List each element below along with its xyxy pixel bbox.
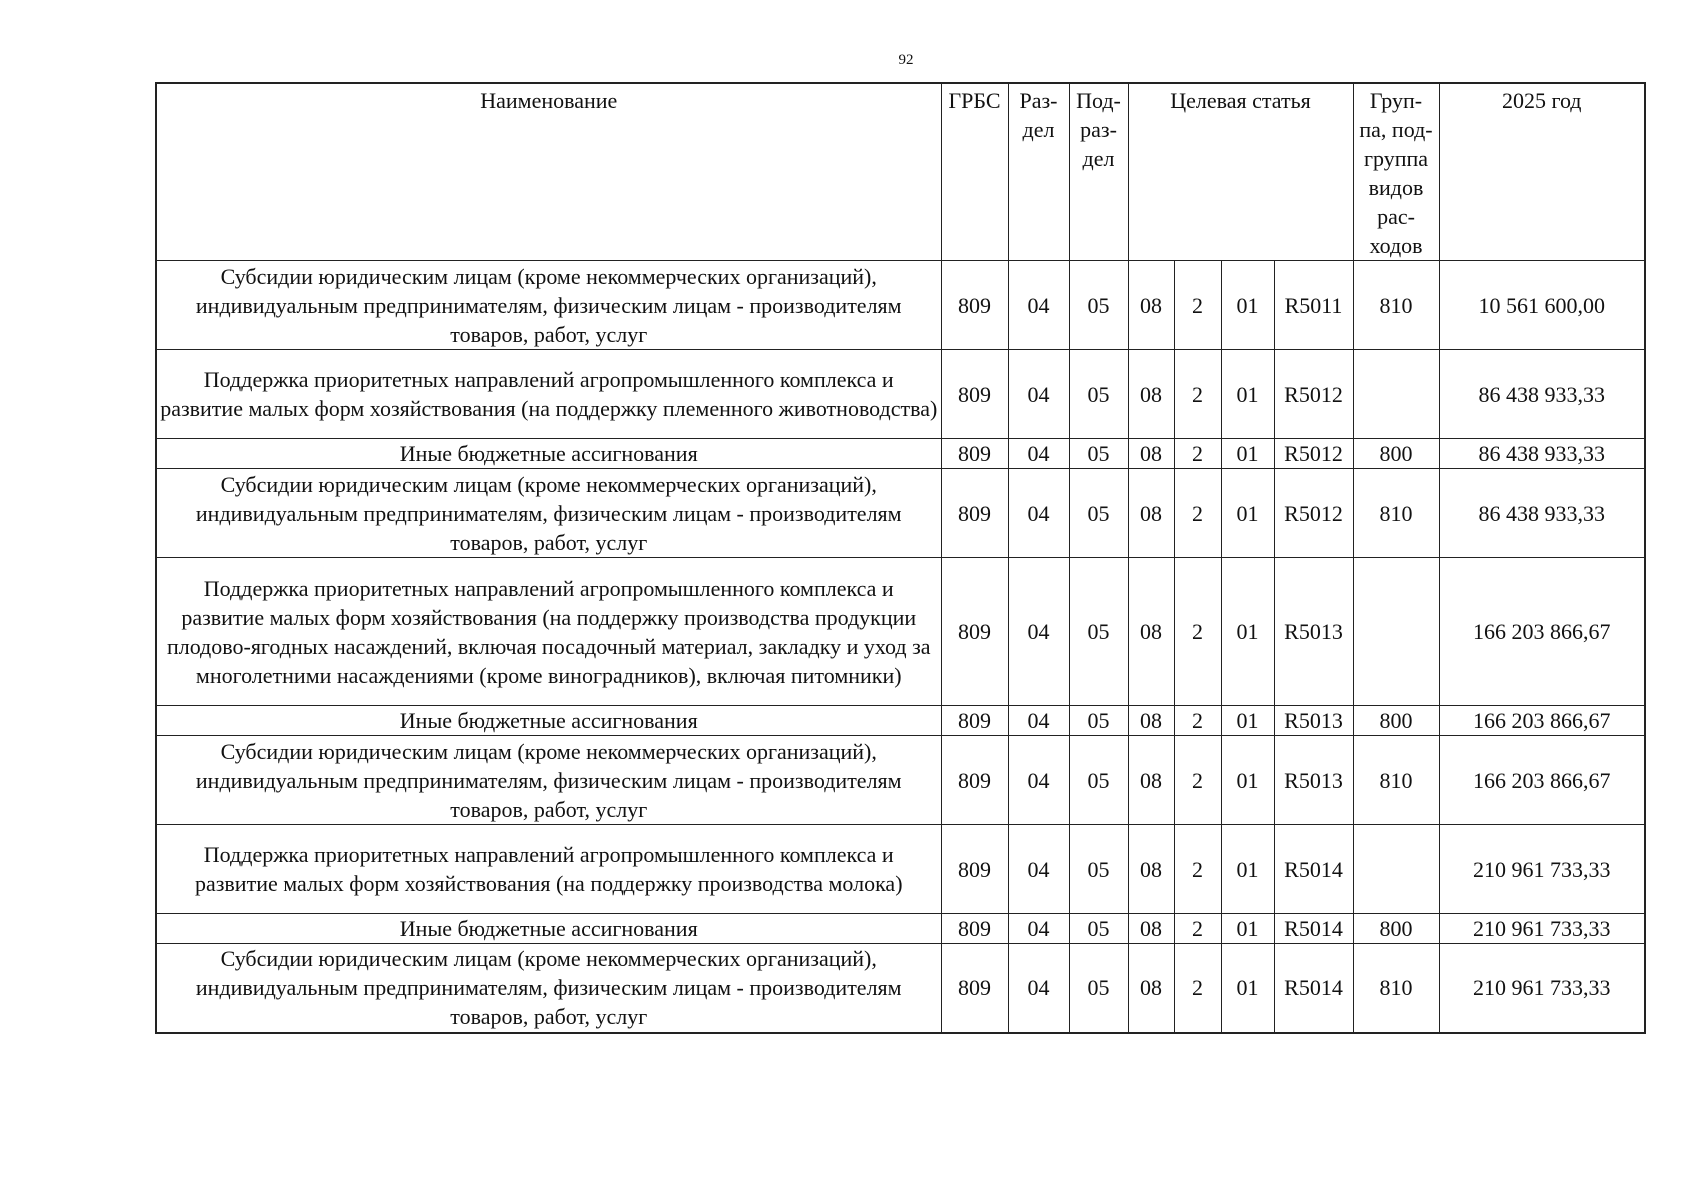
- row-razdel: 04: [1008, 439, 1069, 469]
- row-name: Иные бюджетные ассигнования: [156, 914, 941, 944]
- row-podrazdel: 05: [1069, 706, 1128, 736]
- row-cs-subprogram: 2: [1174, 944, 1221, 1033]
- row-cs-direction: R5012: [1274, 439, 1353, 469]
- row-vid-rashodov: 810: [1353, 944, 1439, 1033]
- row-grbs: 809: [941, 469, 1008, 558]
- budget-table: [155, 82, 1646, 1034]
- row-cs-direction: R5012: [1274, 350, 1353, 439]
- header-gruppa-vidov-rashodov: Груп- па, под- группа видов рас- ходов: [1353, 83, 1439, 261]
- row-vid-rashodov: [1353, 825, 1439, 914]
- row-cs-direction: R5013: [1274, 706, 1353, 736]
- row-grbs: 809: [941, 706, 1008, 736]
- row-cs-direction: R5013: [1274, 558, 1353, 706]
- row-cs-program: 08: [1128, 439, 1174, 469]
- row-cs-event: 01: [1221, 469, 1274, 558]
- row-cs-direction: R5014: [1274, 825, 1353, 914]
- row-vid-rashodov: [1353, 350, 1439, 439]
- row-amount-2025: 166 203 866,67: [1439, 706, 1645, 736]
- row-razdel: 04: [1008, 825, 1069, 914]
- row-name: Субсидии юридическим лицам (кроме некоммерческих организаций), индивидуальным предпринимателям, физическим лицам - производителям товаров, работ, услуг: [156, 944, 941, 1033]
- header-year: 2025 год: [1439, 83, 1645, 261]
- row-amount-2025: 86 438 933,33: [1439, 350, 1645, 439]
- header-razdel: Раз- дел: [1008, 83, 1069, 261]
- row-podrazdel: 05: [1069, 558, 1128, 706]
- row-cs-subprogram: 2: [1174, 469, 1221, 558]
- row-cs-event: 01: [1221, 558, 1274, 706]
- row-amount-2025: 166 203 866,67: [1439, 736, 1645, 825]
- row-podrazdel: 05: [1069, 736, 1128, 825]
- row-cs-event: 01: [1221, 944, 1274, 1033]
- row-razdel: 04: [1008, 914, 1069, 944]
- row-cs-subprogram: 2: [1174, 914, 1221, 944]
- row-name: Поддержка приоритетных направлений агропромышленного комплекса и развитие малых форм хозяйствования (на поддержку племенного животноводства): [156, 350, 941, 439]
- row-amount-2025: 86 438 933,33: [1439, 469, 1645, 558]
- row-cs-direction: R5013: [1274, 736, 1353, 825]
- row-vid-rashodov: 810: [1353, 469, 1439, 558]
- row-grbs: 809: [941, 558, 1008, 706]
- row-razdel: 04: [1008, 350, 1069, 439]
- row-cs-program: 08: [1128, 261, 1174, 350]
- row-grbs: 809: [941, 261, 1008, 350]
- table-row: [156, 439, 1645, 469]
- row-name: Поддержка приоритетных направлений агропромышленного комплекса и развитие малых форм хозяйствования (на поддержку производства молока): [156, 825, 941, 914]
- header-name: Наименование: [156, 83, 941, 261]
- row-grbs: 809: [941, 350, 1008, 439]
- row-cs-direction: R5014: [1274, 914, 1353, 944]
- row-razdel: 04: [1008, 736, 1069, 825]
- row-cs-program: 08: [1128, 736, 1174, 825]
- row-cs-program: 08: [1128, 558, 1174, 706]
- row-cs-subprogram: 2: [1174, 558, 1221, 706]
- row-cs-event: 01: [1221, 825, 1274, 914]
- header-celevaya-statya: Целевая статья: [1128, 83, 1353, 261]
- row-cs-program: 08: [1128, 350, 1174, 439]
- row-name: Поддержка приоритетных направлений агропромышленного комплекса и развитие малых форм хозяйствования (на поддержку производства продукции плодово-ягодных насаждений, включая посадочный материал, закладку и уход за многолетними насаждениями (кроме виноградников), включая питомники): [156, 558, 941, 706]
- row-podrazdel: 05: [1069, 914, 1128, 944]
- table-row: [156, 825, 1645, 914]
- row-vid-rashodov: [1353, 558, 1439, 706]
- table-row: [156, 914, 1645, 944]
- table-row: [156, 261, 1645, 350]
- row-cs-subprogram: 2: [1174, 706, 1221, 736]
- row-name: Иные бюджетные ассигнования: [156, 706, 941, 736]
- row-razdel: 04: [1008, 944, 1069, 1033]
- table-row: [156, 558, 1645, 706]
- row-cs-event: 01: [1221, 261, 1274, 350]
- row-amount-2025: 166 203 866,67: [1439, 558, 1645, 706]
- row-podrazdel: 05: [1069, 469, 1128, 558]
- table-row: [156, 350, 1645, 439]
- row-cs-event: 01: [1221, 914, 1274, 944]
- row-podrazdel: 05: [1069, 825, 1128, 914]
- row-cs-program: 08: [1128, 825, 1174, 914]
- row-podrazdel: 05: [1069, 439, 1128, 469]
- row-cs-event: 01: [1221, 706, 1274, 736]
- row-podrazdel: 05: [1069, 261, 1128, 350]
- row-cs-subprogram: 2: [1174, 261, 1221, 350]
- row-cs-subprogram: 2: [1174, 350, 1221, 439]
- row-name: Субсидии юридическим лицам (кроме некоммерческих организаций), индивидуальным предпринимателям, физическим лицам - производителям товаров, работ, услуг: [156, 261, 941, 350]
- header-row: [156, 83, 1645, 261]
- row-amount-2025: 10 561 600,00: [1439, 261, 1645, 350]
- row-razdel: 04: [1008, 706, 1069, 736]
- row-amount-2025: 210 961 733,33: [1439, 914, 1645, 944]
- row-name: Субсидии юридическим лицам (кроме некоммерческих организаций), индивидуальным предпринимателям, физическим лицам - производителям товаров, работ, услуг: [156, 736, 941, 825]
- row-cs-subprogram: 2: [1174, 736, 1221, 825]
- table-row: [156, 944, 1645, 1033]
- row-grbs: 809: [941, 944, 1008, 1033]
- header-grbs: ГРБС: [941, 83, 1008, 261]
- row-vid-rashodov: 810: [1353, 261, 1439, 350]
- row-razdel: 04: [1008, 558, 1069, 706]
- table-row: [156, 706, 1645, 736]
- row-amount-2025: 86 438 933,33: [1439, 439, 1645, 469]
- row-podrazdel: 05: [1069, 944, 1128, 1033]
- row-cs-event: 01: [1221, 736, 1274, 825]
- row-cs-program: 08: [1128, 944, 1174, 1033]
- header-podrazdel: Под- раз- дел: [1069, 83, 1128, 261]
- row-grbs: 809: [941, 914, 1008, 944]
- row-name: Субсидии юридическим лицам (кроме некоммерческих организаций), индивидуальным предпринимателям, физическим лицам - производителям товаров, работ, услуг: [156, 469, 941, 558]
- row-cs-program: 08: [1128, 914, 1174, 944]
- row-razdel: 04: [1008, 261, 1069, 350]
- row-cs-program: 08: [1128, 706, 1174, 736]
- row-vid-rashodov: 800: [1353, 914, 1439, 944]
- row-cs-direction: R5011: [1274, 261, 1353, 350]
- row-grbs: 809: [941, 439, 1008, 469]
- row-cs-program: 08: [1128, 469, 1174, 558]
- row-grbs: 809: [941, 736, 1008, 825]
- table-row: [156, 469, 1645, 558]
- row-amount-2025: 210 961 733,33: [1439, 944, 1645, 1033]
- row-name: Иные бюджетные ассигнования: [156, 439, 941, 469]
- row-cs-event: 01: [1221, 350, 1274, 439]
- row-cs-direction: R5012: [1274, 469, 1353, 558]
- row-vid-rashodov: 810: [1353, 736, 1439, 825]
- row-grbs: 809: [941, 825, 1008, 914]
- row-razdel: 04: [1008, 469, 1069, 558]
- row-cs-direction: R5014: [1274, 944, 1353, 1033]
- page-number: 92: [898, 52, 914, 68]
- row-vid-rashodov: 800: [1353, 706, 1439, 736]
- row-cs-subprogram: 2: [1174, 825, 1221, 914]
- row-podrazdel: 05: [1069, 350, 1128, 439]
- row-cs-subprogram: 2: [1174, 439, 1221, 469]
- row-vid-rashodov: 800: [1353, 439, 1439, 469]
- row-amount-2025: 210 961 733,33: [1439, 825, 1645, 914]
- table-row: [156, 736, 1645, 825]
- row-cs-event: 01: [1221, 439, 1274, 469]
